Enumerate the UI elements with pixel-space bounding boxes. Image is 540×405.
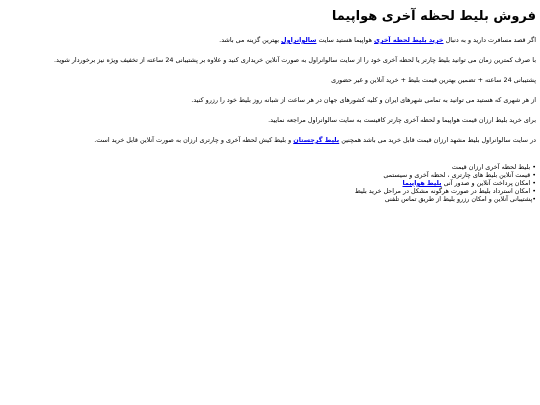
charter-paragraph: با صرف کمترین زمان می توانید بلیط چارتر یا لحظه آخری خود را از سایت سالوانراول به صورت آنلاین خریداری کنید و علاوه بر پشتیبانی 24 ساعته از تخفیف ویژه نیز برخوردار شوید. — [53, 56, 536, 64]
paragraph-text: و بلیط کیش لحظه آخری و چارتری ارزان به صورت آنلاین قابل خرید است. — [94, 136, 294, 144]
georgia-ticket-link[interactable]: بلیط گرجستان — [293, 136, 340, 144]
airplane-ticket-link[interactable]: بلیط هواپیما — [402, 179, 442, 187]
list-item — [4, 195, 536, 203]
bullet-icon: • — [532, 187, 536, 195]
list-item-text: امکان پرداخت آنلاین و صدور آنی — [441, 179, 531, 187]
bullet-icon: • — [532, 179, 536, 187]
list-item-text: بلیط لحظه آخری ارزان قیمت — [451, 163, 531, 171]
salvanravel-link[interactable]: سالوانراول — [281, 36, 317, 44]
list-item — [4, 171, 536, 179]
cheap-ticket-paragraph: برای خرید بلیط ارزان قیمت هواپیما و لحظه آخری چارتر کافیست به سایت سالوانراول مراجعه نمایید. — [268, 116, 536, 124]
bullet-icon: • — [532, 171, 536, 179]
last-minute-ticket-link[interactable]: خرید بلیط لحظه آخری — [373, 36, 444, 44]
list-item — [4, 179, 536, 187]
bullet-icon: • — [532, 195, 536, 203]
paragraph-text: هواپیما هستید سایت — [316, 36, 374, 44]
list-item-text: قیمت آنلاین بلیط های چارتری ، لحظه آخری و سیستمی — [383, 171, 531, 179]
feature-list — [4, 163, 536, 203]
list-item-text: پشتیبانی آنلاین و امکان رزرو بلیط از طریق تماس تلفنی — [384, 195, 533, 203]
page-title: فروش بلیط لحظه آخری هواپیما — [331, 9, 536, 24]
destinations-paragraph — [4, 136, 536, 145]
intro-paragraph — [4, 36, 536, 45]
list-item-text: امکان استرداد بلیط در صورت هرگونه مشکل در مراحل خرید بلیط — [354, 187, 531, 195]
list-item — [4, 163, 536, 171]
cities-paragraph: از هر شهری که هستید می توانید به تمامی شهرهای ایران و کلیه کشورهای جهان در هر ساعت از شبانه روز بلیط خود را رزرو کنید. — [191, 96, 536, 104]
bullet-icon: • — [532, 163, 536, 171]
support-paragraph: پشتیبانی 24 ساعته + تضمین بهترین قیمت بلیط + خرید آنلاین و غیر حضوری — [331, 76, 536, 84]
paragraph-text: بهترین گزینه می باشد. — [219, 36, 282, 44]
list-item — [4, 187, 536, 195]
paragraph-text: اگر قصد مسافرت دارید و به دنبال — [443, 36, 536, 44]
paragraph-text: در سایت سالوانراول بلیط مشهد ارزان قیمت قابل خرید می باشد همچنین — [339, 136, 536, 144]
